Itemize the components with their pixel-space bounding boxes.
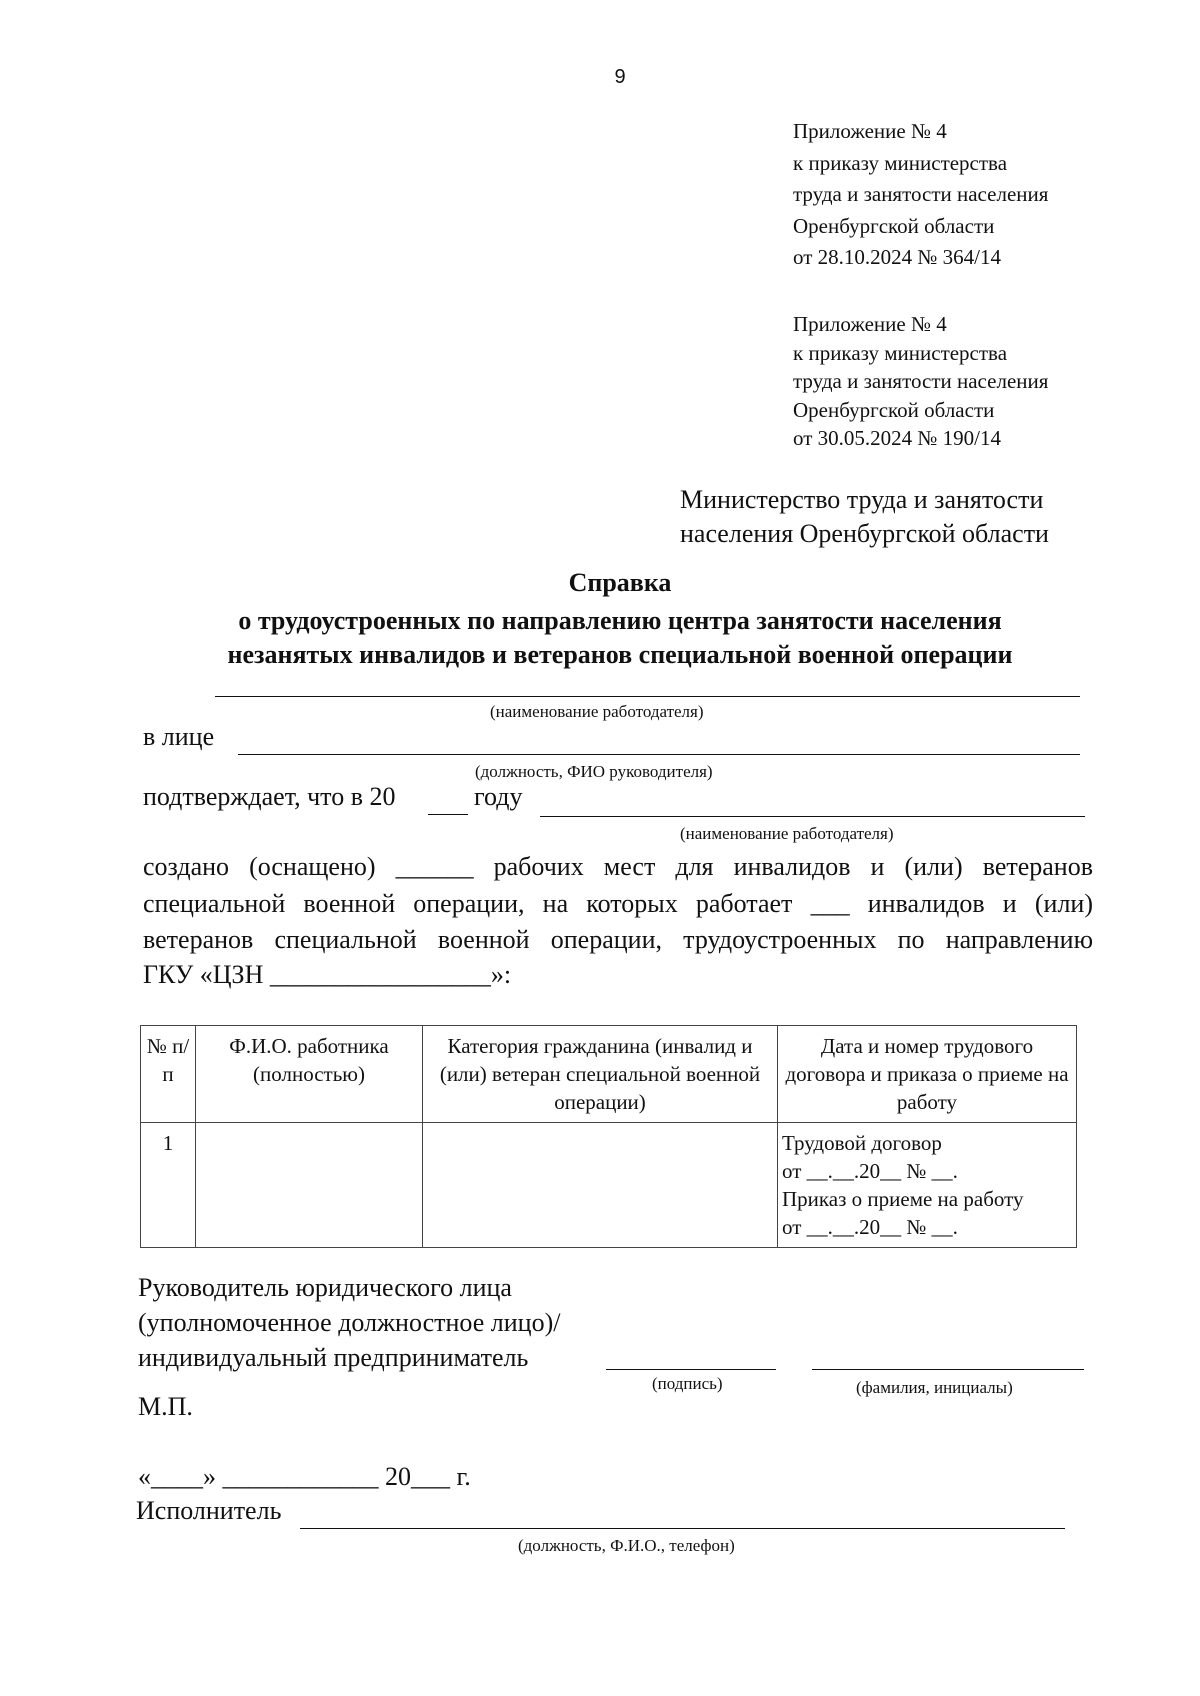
ministry-addressee [680,483,1049,551]
ministry-line: Министерство труда и занятости [680,485,1044,514]
signatory-line: (уполномоченное должностное лицо)/ [138,1308,561,1337]
cell-category[interactable] [423,1123,778,1248]
name-initials-field[interactable] [812,1369,1084,1370]
executor-field[interactable] [300,1528,1065,1529]
appendix-block-2 [793,310,1048,453]
cell-document[interactable] [778,1123,1077,1248]
signature-caption: (подпись) [652,1374,723,1393]
employer-name-field-2[interactable] [540,816,1085,817]
appendix-line: к приказу министерства [793,150,1008,175]
appendix-line: труда и занятости населения [793,182,1049,206]
table-row [141,1123,1077,1248]
signatory-line: Руководитель юридического лица [138,1273,512,1302]
cell-name[interactable] [196,1123,423,1248]
document-line: Трудовой договор [782,1131,942,1155]
appendix-line: Оренбургской области [793,213,995,238]
header-num: № п/п [141,1026,196,1123]
document-line: Приказ о приеме на работу [782,1187,1024,1211]
header-name: Ф.И.О. работника (полностью) [196,1026,423,1123]
appendix-block-1 [793,116,1048,274]
signature-field[interactable] [606,1369,776,1370]
date-line: «____» ____________ 20___ г. [138,1462,471,1491]
employer-caption: (наименование работодателя) [490,702,704,721]
document-subtitle-line: незанятых инвалидов и ветеранов специальной военной операции [227,640,1013,669]
paragraph-line: ветеранов специальной военной операции, трудоустроенных по направлению [143,925,1093,954]
appendix-line: труда и занятости населения [793,369,1049,393]
in-person-label: в лице [143,722,215,751]
appendix-line: Оренбургской области [793,397,995,422]
year-field[interactable] [428,814,468,815]
confirms-year-word: году [474,782,523,811]
cell-num: 1 [141,1123,196,1248]
appendix-line: Приложение № 4 [793,119,947,143]
name-initials-caption: (фамилия, инициалы) [856,1378,1013,1397]
document-subtitle-line: о трудоустроенных по направлению центра занятости населения [238,606,1002,635]
employees-table [140,1025,1077,1248]
paragraph-line: создано (оснащено) ______ рабочих мест для инвалидов и (или) ветеранов [143,852,1093,881]
table-header-row [141,1026,1077,1123]
appendix-line: к приказу министерства [793,340,1008,365]
stamp-placeholder: М.П. [138,1392,193,1421]
head-caption: (должность, ФИО руководителя) [475,762,713,781]
document-title: Справка [568,568,672,597]
header-document: Дата и номер трудового договора и приказа о приеме на работу [778,1026,1077,1123]
signatory-line: индивидуальный предприниматель [138,1343,529,1372]
appendix-line: от 28.10.2024 № 364/14 [793,245,1002,269]
document-line: от __.__.20__ № __. [782,1215,958,1239]
appendix-line: от 30.05.2024 № 190/14 [793,426,1002,450]
header-category: Категория гражданина (инвалид и (или) ветеран специальной военной операции) [423,1026,778,1123]
executor-caption: (должность, Ф.И.О., телефон) [518,1536,735,1555]
ministry-line: населения Оренбургской области [680,519,1049,548]
head-name-field[interactable] [238,754,1080,755]
paragraph-line: специальной военной операции, на которых работает ___ инвалидов и (или) [143,889,1093,918]
appendix-line: Приложение № 4 [793,312,947,336]
employer-caption-2: (наименование работодателя) [680,824,894,843]
paragraph-line: ГКУ «ЦЗН _________________»: [143,960,512,989]
document-line: от __.__.20__ № __. [782,1159,958,1183]
confirms-prefix: подтверждает, что в 20 [143,782,396,811]
signatory-title [138,1270,560,1375]
employer-name-field[interactable] [215,696,1080,697]
page-number: 9 [614,66,626,88]
executor-label: Исполнитель [136,1496,282,1525]
